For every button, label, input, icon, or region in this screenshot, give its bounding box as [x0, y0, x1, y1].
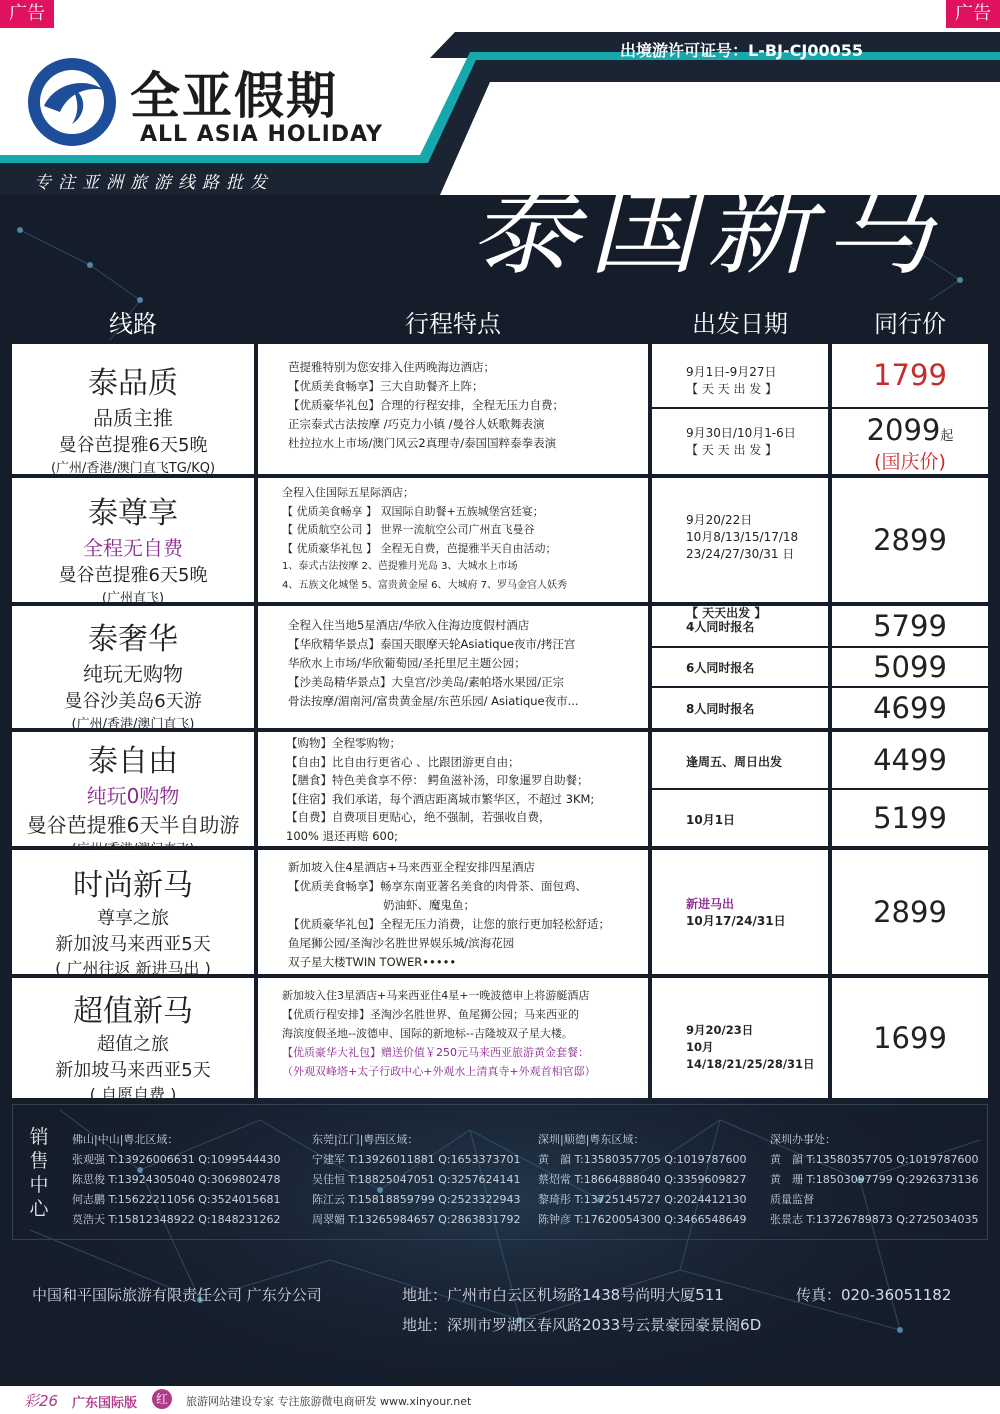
contact-row: 质量监督 [770, 1193, 814, 1206]
edition-badge: 红 [152, 1389, 172, 1409]
feature-line: 新加坡入住3星酒店+马来西亚住4星+一晚波德申上将游艇酒店 [282, 989, 590, 1002]
route-itinerary: 新加波马来西亚5天 [55, 934, 211, 955]
date-cell [652, 606, 828, 646]
route-name: 泰奢华 [88, 622, 178, 657]
brand-slogan: 专注亚洲旅游线路批发 [34, 173, 274, 193]
date-line: 逢周五、周日出发 [686, 755, 783, 769]
contact-row: 吴佳恒 T:18825047051 Q:3257624141 [312, 1173, 521, 1186]
route-name: 泰自由 [88, 744, 178, 779]
feature-line: 海滨度假圣地--波德申、国际的新地标--吉隆坡双子星大楼。 [282, 1027, 573, 1040]
date-line: 【 天天出发 】 [686, 606, 767, 620]
date-line: 9月20/23日 [686, 1023, 754, 1037]
feature-line: 【 优质美食畅享 】 双国际自助餐+五族城堡宫廷宴； [282, 504, 544, 518]
date-line: 【 天 天 出 发 】 [686, 382, 778, 396]
price-cell [832, 409, 988, 474]
feature-line: 【 优质航空公司 】 世界一流航空公司广州直飞曼谷 [282, 523, 535, 536]
region-name: 深圳办事处： [770, 1133, 836, 1146]
date-cell [652, 478, 828, 602]
feature-line: 【优质豪华大礼包】赠送价值￥250元马来西亚旅游黄金套餐： [282, 1046, 589, 1059]
header-dates: 出发日期 [692, 310, 788, 338]
route-name: 时尚新马 [73, 868, 193, 903]
contact-row: 何志鹏 T:15622211056 Q:3524015681 [72, 1193, 281, 1206]
date-line: 4人同时报名 [686, 620, 755, 634]
contact-row: 莫浩天 T:15812348922 Q:1848231262 [72, 1213, 281, 1226]
route-subtitle: 品质主推 [93, 406, 173, 430]
route-itinerary: 新加坡马来西亚5天 [55, 1060, 211, 1081]
feature-line: 【优质美食畅享】三大自助餐齐上阵； [288, 379, 484, 393]
date-line: 9月30日/10月1-6日 [686, 426, 796, 440]
price-value: 2899 [832, 850, 988, 974]
date-line: 8人同时报名 [686, 702, 755, 716]
date-line: 10月8/13/15/17/18 [686, 530, 799, 544]
feature-line: 【优质美食畅享】畅享东南亚著名美食的肉骨茶、面包鸡、 [288, 879, 587, 893]
region-name: 东莞|江门|粤西区域： [312, 1133, 419, 1146]
contact-row: 蔡炤常 T:18664888040 Q:3359609827 [538, 1173, 747, 1186]
feature-line: 新加坡入住4星酒店+马来西亚全程安排四星酒店 [288, 860, 535, 874]
address-guangzhou: 地址：广州市白云区机场路1438号尚明大厦511 [402, 1286, 724, 1304]
date-cell [652, 688, 828, 728]
date-cell [652, 978, 828, 1098]
route-cell [12, 732, 254, 846]
features-cell [258, 732, 648, 846]
price-value: 5099 [832, 648, 988, 686]
route-itinerary: 曼谷芭提雅6天5晚 [58, 435, 208, 456]
brand-name-en: ALL ASIA HOLIDAY [140, 122, 383, 147]
contact-row: 周翠媚 T:13265984657 Q:2863831792 [312, 1213, 521, 1226]
feature-line: 奶油虾、魔鬼鱼； [383, 898, 475, 912]
sales-region [312, 1130, 521, 1230]
price-value: 1699 [832, 978, 988, 1098]
ad-label-right: 广告 [946, 0, 1000, 28]
feature-line: 【住宿】我们承诺，每个酒店距离城市繁华区，不超过 3KM; [286, 791, 595, 806]
route-cell [12, 978, 254, 1104]
feature-line: 【沙美岛精华景点】大皇宫/沙美岛/素帕塔水果园/正宗 [288, 675, 565, 689]
date-line: 6人同时报名 [686, 661, 755, 675]
feature-line: 1、泰式古法按摩 2、芭提雅月光岛 3、大城水上市场 [282, 561, 518, 572]
route-itinerary: 曼谷芭提雅6天半自助游 [26, 813, 240, 837]
date-cell [652, 732, 828, 788]
date-cell [652, 344, 828, 407]
date-line: 10月17/24/31日 [686, 914, 786, 928]
route-subtitle: 纯玩0购物 [86, 784, 180, 808]
features-cell [258, 478, 648, 602]
route-flights: (广州/香港/澳门直飞) [71, 717, 195, 732]
feature-line: 100% 退还再赔 600; [286, 828, 399, 843]
contact-row: 张观强 T:13926006631 Q:1099544430 [72, 1153, 281, 1166]
contact-row: 陈钟彦 T:17620054300 Q:3466548649 [538, 1213, 747, 1226]
date-cell [652, 648, 828, 686]
features-cell [258, 606, 648, 728]
page-number: 彩26 [24, 1392, 59, 1410]
date-line: 9月1日-9月27日 [686, 365, 777, 379]
route-flights: ( 广州往返 新进马出 ) [55, 959, 211, 978]
publisher-text: 旅游网站建设专家 专注旅游微电商研发 www.xinyour.net [186, 1395, 472, 1408]
ad-label-left: 广告 [0, 0, 54, 28]
feature-line: 【优质豪华礼包】合理的行程安排，全程无压力自费； [288, 398, 564, 412]
route-name: 超值新马 [73, 994, 193, 1029]
route-cell [12, 478, 254, 606]
route-cell [12, 850, 254, 978]
company-name: 中国和平国际旅游有限责任公司 广东分公司 [32, 1286, 322, 1304]
date-cell [652, 409, 828, 474]
brand-logo-icon [24, 54, 120, 150]
sales-title: 销售中心 [29, 1126, 49, 1220]
date-cell [652, 850, 828, 974]
feature-line: 正宗泰式古法按摩 /巧克力小镇 /曼谷人妖歌舞表演 [288, 417, 545, 431]
route-subtitle: 全程无自费 [83, 536, 183, 560]
date-line: 10月1日 [686, 813, 736, 827]
date-line: 新进马出 [686, 897, 735, 911]
route-subtitle: 尊享之旅 [97, 908, 169, 929]
price-suffix: 起 [940, 429, 954, 444]
region-name: 深圳|顺德|粤东区域： [538, 1133, 645, 1146]
route-flights: ( 自愿自费 ) [89, 1085, 177, 1104]
feature-line: 【膳食】特色美食享不停： 鳄鱼滋补汤，印象暹罗自助餐； [286, 773, 589, 787]
feature-line: 【自费】自费项目更贴心，绝不强制，若强收自费， [286, 810, 551, 824]
feature-line: 【优质行程安排】圣淘沙名胜世界、鱼尾狮公园；马来西亚的 [282, 1008, 579, 1021]
route-name: 泰品质 [88, 366, 178, 401]
price-value: 4699 [832, 688, 988, 728]
contact-row: 宁建军 T:13926011881 Q:1653373701 [312, 1153, 521, 1166]
feature-line: 双子星大楼TWIN TOWER••••• [288, 955, 457, 969]
features-cell [258, 978, 648, 1098]
page-title: 泰国新马 [470, 162, 942, 290]
route-name: 泰尊享 [88, 496, 178, 531]
contact-row: 陈江云 T:15818859799 Q:2523322943 [312, 1193, 521, 1206]
route-subtitle: 超值之旅 [97, 1034, 169, 1055]
license-number: 出境游许可证号：L-BJ-CJ00055 [620, 41, 863, 60]
date-line: 23/24/27/30/31 日 [686, 547, 795, 561]
brand-name: 全亚假期 [130, 67, 338, 125]
feature-line: 【自由】比自由行更省心 、比跟团游更自由； [286, 754, 520, 769]
route-itinerary: 曼谷沙美岛6天游 [64, 691, 202, 712]
price-note: (国庆价) [874, 451, 946, 473]
price-value: 1799 [832, 344, 988, 407]
contact-row: 黎琦彤 T:13725145727 Q:2024412130 [538, 1193, 747, 1206]
feature-line: 【购物】全程零购物； [286, 736, 401, 750]
feature-line: 【华欣精华景点】泰国天眼摩天轮Asiatique夜市/拷汪宫 [288, 637, 576, 651]
feature-line: 华欣水上市场/华欣葡萄园/圣托里尼主题公园； [288, 656, 526, 670]
price-value: 2099 [866, 413, 941, 447]
sales-region [538, 1130, 747, 1230]
header-features: 行程特点 [405, 310, 501, 338]
feature-line: 全程入住当地5星酒店/华欣入住海边度假村酒店 [288, 618, 530, 632]
header-route: 线路 [109, 310, 157, 338]
address-shenzhen: 地址：深圳市罗湖区春风路2033号云景豪园豪景阁6D [402, 1316, 762, 1334]
header-price: 同行价 [874, 310, 946, 338]
route-cell [12, 606, 254, 732]
feature-line: 【优质豪华礼包】全程无压力消费，让您的旅行更加轻松舒适； [288, 917, 610, 931]
features-cell [258, 344, 648, 474]
route-flights: (广州直飞) [101, 591, 165, 606]
feature-line: 4、五族文化城堡 5、富贵黄金屋 6、大城府 7、罗马金宫人妖秀 [282, 579, 567, 591]
contact-row: 黄 韻 T:13580357705 Q:1019787600 [538, 1153, 747, 1166]
edition-name: 广东国际版 [72, 1396, 138, 1411]
feature-line: 骨法按摩/湄南河/富贵黄金屋/东芭乐园/ Asiatique夜市... [288, 694, 579, 708]
route-itinerary: 曼谷芭提雅6天5晚 [58, 565, 208, 586]
contact-row: 黄 珊 T:18503097799 Q:2926373136 [770, 1173, 979, 1186]
route-subtitle: 纯玩无购物 [83, 662, 183, 686]
contact-row: 陈思俊 T:13924305040 Q:3069802478 [72, 1173, 281, 1186]
region-name: 佛山|中山|粤北区域： [72, 1133, 179, 1146]
price-value: 4499 [832, 732, 988, 788]
date-line: 【 天 天 出 发 】 [686, 443, 778, 457]
price-value: 2899 [832, 478, 988, 602]
route-cell [12, 344, 254, 474]
sales-region [770, 1130, 979, 1230]
feature-line: （外观双峰塔+太子行政中心+外观水上清真寺+外观首相官邸） [282, 1065, 596, 1078]
features-cell [258, 850, 648, 974]
sales-region [72, 1130, 281, 1230]
price-value: 5799 [832, 606, 988, 646]
feature-line: 【 优质豪华礼包 】 全程无自费，芭提雅半天自由活动； [282, 541, 557, 555]
date-cell [652, 790, 828, 846]
bottom-bar [0, 1386, 1000, 1414]
route-flights: (广州/香港/澳门直飞TG/KQ) [50, 461, 216, 476]
feature-line: 杜拉拉水上市场/澳门风云2真理寺/泰国国粹泰拳表演 [288, 436, 557, 450]
feature-line: 全程入住国际五星际酒店； [282, 486, 414, 499]
feature-line: 芭提雅特别为您安排入住两晚海边酒店； [288, 360, 495, 374]
contact-row: 黄 韻 T:13580357705 Q:1019787600 [770, 1153, 979, 1166]
feature-line: 鱼尾狮公园/圣淘沙名胜世界娱乐城/滨海花园 [288, 936, 515, 950]
contact-row: 张景志 T:13726789873 Q:2725034035 [770, 1213, 979, 1226]
date-line: 9月20/22日 [686, 513, 753, 527]
fax-number: 传真：020-36051182 [796, 1286, 952, 1304]
price-value: 5199 [832, 790, 988, 846]
date-line: 10月14/18/21/25/28/31日 [686, 1040, 815, 1071]
